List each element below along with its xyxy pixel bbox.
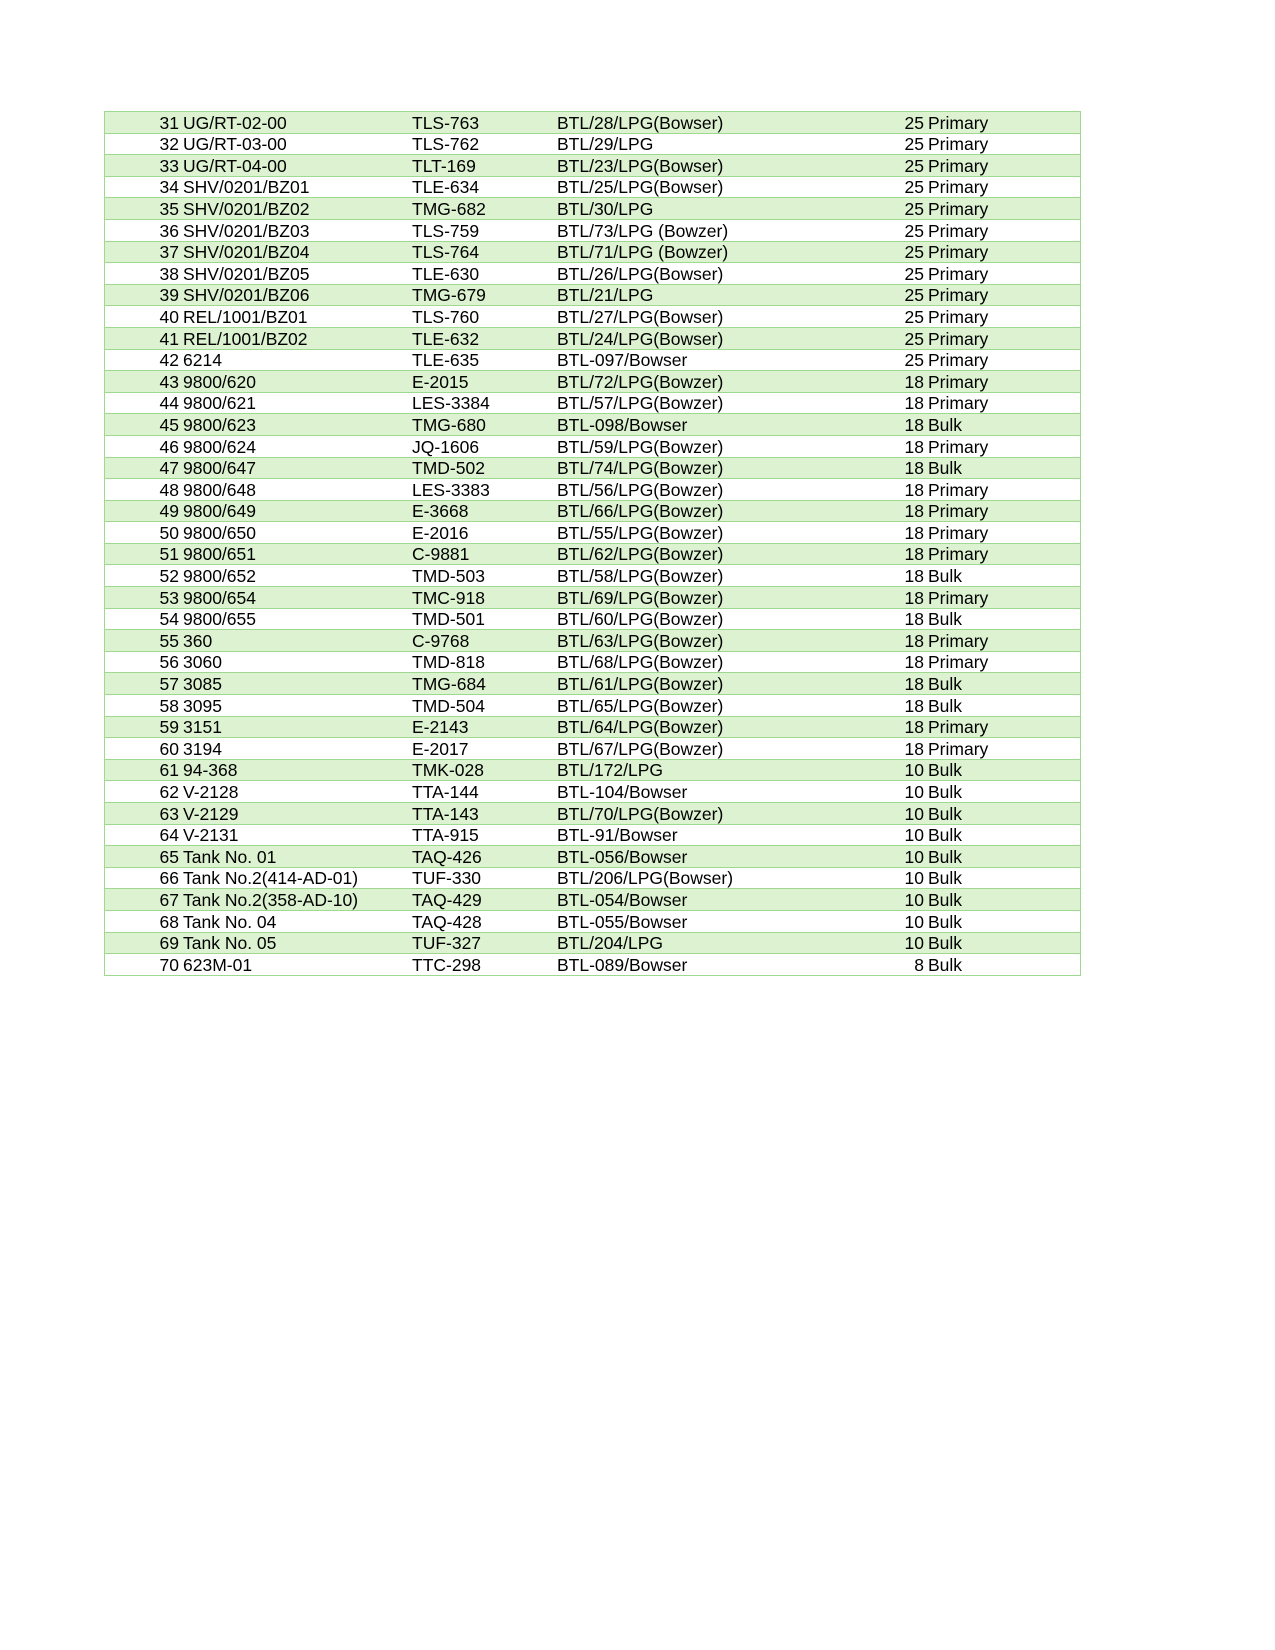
- cell-type: Primary: [928, 630, 1081, 652]
- cell-tank-id: 9800/650: [183, 522, 412, 544]
- cell-registration: TTC-298: [412, 954, 557, 976]
- cell-type: Bulk: [928, 781, 1081, 803]
- cell-tank-id: 9800/648: [183, 479, 412, 501]
- table-row: [105, 133, 1081, 155]
- cell-registration: TMG-684: [412, 673, 557, 695]
- cell-capacity: 10: [882, 932, 928, 954]
- cell-type: Primary: [928, 327, 1081, 349]
- cell-registration: TUF-327: [412, 932, 557, 954]
- cell-row-number: 32: [105, 133, 184, 155]
- table-row: [105, 543, 1081, 565]
- cell-tank-id: 9800/651: [183, 543, 412, 565]
- cell-type: Primary: [928, 716, 1081, 738]
- cell-btl-number: BTL/21/LPG: [557, 284, 882, 306]
- cell-type: Bulk: [928, 889, 1081, 911]
- cell-row-number: 60: [105, 738, 184, 760]
- cell-row-number: 54: [105, 608, 184, 630]
- cell-registration: JQ-1606: [412, 435, 557, 457]
- table-row: [105, 112, 1081, 134]
- cell-capacity: 10: [882, 846, 928, 868]
- cell-btl-number: BTL-098/Bowser: [557, 414, 882, 436]
- cell-btl-number: BTL/24/LPG(Bowser): [557, 327, 882, 349]
- cell-capacity: 25: [882, 241, 928, 263]
- cell-tank-id: Tank No.2(414-AD-01): [183, 867, 412, 889]
- cell-type: Primary: [928, 587, 1081, 609]
- cell-registration: TLS-759: [412, 219, 557, 241]
- table-row: [105, 824, 1081, 846]
- cell-tank-id: Tank No. 05: [183, 932, 412, 954]
- cell-type: Bulk: [928, 695, 1081, 717]
- cell-registration: TAQ-428: [412, 910, 557, 932]
- cell-type: Primary: [928, 176, 1081, 198]
- cell-tank-id: Tank No.2(358-AD-10): [183, 889, 412, 911]
- cell-type: Primary: [928, 112, 1081, 134]
- cell-tank-id: SHV/0201/BZ06: [183, 284, 412, 306]
- table-row: [105, 263, 1081, 285]
- cell-capacity: 10: [882, 759, 928, 781]
- cell-registration: TLS-764: [412, 241, 557, 263]
- cell-type: Primary: [928, 263, 1081, 285]
- cell-type: Primary: [928, 306, 1081, 328]
- cell-registration: TLS-762: [412, 133, 557, 155]
- cell-row-number: 55: [105, 630, 184, 652]
- cell-row-number: 68: [105, 910, 184, 932]
- cell-btl-number: BTL/56/LPG(Bowzer): [557, 479, 882, 501]
- cell-registration: E-2143: [412, 716, 557, 738]
- cell-type: Bulk: [928, 673, 1081, 695]
- cell-registration: TLE-632: [412, 327, 557, 349]
- cell-row-number: 43: [105, 371, 184, 393]
- cell-row-number: 67: [105, 889, 184, 911]
- cell-capacity: 18: [882, 543, 928, 565]
- cell-row-number: 35: [105, 198, 184, 220]
- cell-row-number: 70: [105, 954, 184, 976]
- cell-capacity: 25: [882, 155, 928, 177]
- cell-tank-id: 94-368: [183, 759, 412, 781]
- cell-btl-number: BTL/69/LPG(Bowzer): [557, 587, 882, 609]
- cell-tank-id: 623M-01: [183, 954, 412, 976]
- cell-tank-id: 360: [183, 630, 412, 652]
- cell-capacity: 18: [882, 565, 928, 587]
- cell-registration: TAQ-429: [412, 889, 557, 911]
- cell-tank-id: 9800/620: [183, 371, 412, 393]
- table-row: [105, 155, 1081, 177]
- cell-type: Primary: [928, 284, 1081, 306]
- cell-btl-number: BTL/70/LPG(Bowzer): [557, 803, 882, 825]
- table-row: [105, 695, 1081, 717]
- cell-row-number: 36: [105, 219, 184, 241]
- table-row: [105, 457, 1081, 479]
- cell-row-number: 45: [105, 414, 184, 436]
- cell-capacity: 18: [882, 500, 928, 522]
- cell-btl-number: BTL/55/LPG(Bowzer): [557, 522, 882, 544]
- cell-row-number: 42: [105, 349, 184, 371]
- table-row: [105, 716, 1081, 738]
- cell-capacity: 25: [882, 327, 928, 349]
- cell-tank-id: UG/RT-02-00: [183, 112, 412, 134]
- cell-type: Primary: [928, 522, 1081, 544]
- cell-type: Bulk: [928, 867, 1081, 889]
- cell-tank-id: UG/RT-03-00: [183, 133, 412, 155]
- cell-btl-number: BTL/172/LPG: [557, 759, 882, 781]
- table-row: [105, 479, 1081, 501]
- table-row: [105, 522, 1081, 544]
- cell-btl-number: BTL/30/LPG: [557, 198, 882, 220]
- table-row: [105, 651, 1081, 673]
- cell-row-number: 39: [105, 284, 184, 306]
- cell-btl-number: BTL-055/Bowser: [557, 910, 882, 932]
- cell-tank-id: SHV/0201/BZ01: [183, 176, 412, 198]
- cell-type: Primary: [928, 155, 1081, 177]
- cell-row-number: 48: [105, 479, 184, 501]
- cell-type: Bulk: [928, 565, 1081, 587]
- cell-tank-id: SHV/0201/BZ03: [183, 219, 412, 241]
- cell-capacity: 18: [882, 522, 928, 544]
- cell-btl-number: BTL/65/LPG(Bowzer): [557, 695, 882, 717]
- cell-registration: C-9881: [412, 543, 557, 565]
- table-row: [105, 608, 1081, 630]
- cell-registration: TTA-915: [412, 824, 557, 846]
- cell-type: Primary: [928, 371, 1081, 393]
- cell-tank-id: 9800/654: [183, 587, 412, 609]
- table-row: [105, 414, 1081, 436]
- table-row: [105, 759, 1081, 781]
- cell-capacity: 18: [882, 630, 928, 652]
- cell-capacity: 18: [882, 673, 928, 695]
- cell-btl-number: BTL/29/LPG: [557, 133, 882, 155]
- cell-registration: TMD-501: [412, 608, 557, 630]
- cell-row-number: 63: [105, 803, 184, 825]
- cell-tank-id: 6214: [183, 349, 412, 371]
- cell-row-number: 49: [105, 500, 184, 522]
- cell-capacity: 25: [882, 306, 928, 328]
- cell-registration: TMC-918: [412, 587, 557, 609]
- cell-btl-number: BTL-056/Bowser: [557, 846, 882, 868]
- cell-registration: TMD-502: [412, 457, 557, 479]
- cell-registration: TLS-763: [412, 112, 557, 134]
- cell-registration: TMD-504: [412, 695, 557, 717]
- cell-capacity: 25: [882, 112, 928, 134]
- cell-tank-id: 9800/647: [183, 457, 412, 479]
- cell-tank-id: SHV/0201/BZ05: [183, 263, 412, 285]
- cell-tank-id: 9800/621: [183, 392, 412, 414]
- cell-row-number: 50: [105, 522, 184, 544]
- cell-row-number: 52: [105, 565, 184, 587]
- cell-registration: TMG-680: [412, 414, 557, 436]
- cell-btl-number: BTL-91/Bowser: [557, 824, 882, 846]
- cell-type: Bulk: [928, 803, 1081, 825]
- cell-type: Primary: [928, 219, 1081, 241]
- cell-tank-id: 3060: [183, 651, 412, 673]
- cell-registration: TUF-330: [412, 867, 557, 889]
- cell-type: Primary: [928, 479, 1081, 501]
- cell-row-number: 47: [105, 457, 184, 479]
- cell-btl-number: BTL/23/LPG(Bowser): [557, 155, 882, 177]
- table-row: [105, 910, 1081, 932]
- cell-capacity: 18: [882, 435, 928, 457]
- cell-capacity: 10: [882, 867, 928, 889]
- cell-tank-id: V-2128: [183, 781, 412, 803]
- cell-type: Primary: [928, 241, 1081, 263]
- cell-capacity: 25: [882, 349, 928, 371]
- cell-tank-id: 3194: [183, 738, 412, 760]
- cell-btl-number: BTL-097/Bowser: [557, 349, 882, 371]
- cell-registration: TLT-169: [412, 155, 557, 177]
- cell-registration: TMG-679: [412, 284, 557, 306]
- cell-capacity: 18: [882, 392, 928, 414]
- cell-btl-number: BTL/27/LPG(Bowser): [557, 306, 882, 328]
- cell-row-number: 69: [105, 932, 184, 954]
- cell-capacity: 18: [882, 457, 928, 479]
- table-row: [105, 500, 1081, 522]
- cell-registration: TLE-630: [412, 263, 557, 285]
- cell-tank-id: Tank No. 04: [183, 910, 412, 932]
- cell-type: Primary: [928, 349, 1081, 371]
- cell-registration: C-9768: [412, 630, 557, 652]
- cell-btl-number: BTL/25/LPG(Bowser): [557, 176, 882, 198]
- cell-registration: TMD-503: [412, 565, 557, 587]
- cell-type: Bulk: [928, 954, 1081, 976]
- table-row: [105, 435, 1081, 457]
- cell-type: Bulk: [928, 608, 1081, 630]
- cell-tank-id: 9800/624: [183, 435, 412, 457]
- cell-type: Primary: [928, 738, 1081, 760]
- cell-capacity: 10: [882, 803, 928, 825]
- cell-type: Primary: [928, 133, 1081, 155]
- cell-btl-number: BTL-089/Bowser: [557, 954, 882, 976]
- cell-registration: E-2017: [412, 738, 557, 760]
- table-row: [105, 241, 1081, 263]
- cell-capacity: 8: [882, 954, 928, 976]
- cell-registration: TMD-818: [412, 651, 557, 673]
- cell-type: Primary: [928, 435, 1081, 457]
- cell-type: Primary: [928, 392, 1081, 414]
- table-row: [105, 846, 1081, 868]
- cell-type: Bulk: [928, 759, 1081, 781]
- cell-tank-id: 9800/652: [183, 565, 412, 587]
- cell-tank-id: V-2131: [183, 824, 412, 846]
- cell-row-number: 37: [105, 241, 184, 263]
- table-row: [105, 867, 1081, 889]
- cell-row-number: 61: [105, 759, 184, 781]
- table-row: [105, 219, 1081, 241]
- cell-btl-number: BTL/67/LPG(Bowzer): [557, 738, 882, 760]
- cell-row-number: 66: [105, 867, 184, 889]
- bowser-register-table: [104, 111, 1081, 976]
- cell-btl-number: BTL-054/Bowser: [557, 889, 882, 911]
- cell-row-number: 53: [105, 587, 184, 609]
- cell-type: Primary: [928, 543, 1081, 565]
- cell-registration: TTA-143: [412, 803, 557, 825]
- cell-registration: LES-3384: [412, 392, 557, 414]
- cell-row-number: 33: [105, 155, 184, 177]
- cell-row-number: 62: [105, 781, 184, 803]
- table-row: [105, 587, 1081, 609]
- cell-tank-id: UG/RT-04-00: [183, 155, 412, 177]
- cell-capacity: 25: [882, 133, 928, 155]
- cell-capacity: 10: [882, 910, 928, 932]
- cell-capacity: 18: [882, 738, 928, 760]
- table-row: [105, 954, 1081, 976]
- cell-capacity: 25: [882, 198, 928, 220]
- cell-capacity: 18: [882, 371, 928, 393]
- cell-btl-number: BTL/66/LPG(Bowzer): [557, 500, 882, 522]
- cell-tank-id: REL/1001/BZ01: [183, 306, 412, 328]
- cell-row-number: 41: [105, 327, 184, 349]
- cell-type: Bulk: [928, 457, 1081, 479]
- table-row: [105, 284, 1081, 306]
- cell-capacity: 25: [882, 263, 928, 285]
- cell-registration: E-2016: [412, 522, 557, 544]
- cell-tank-id: 3151: [183, 716, 412, 738]
- cell-tank-id: 9800/655: [183, 608, 412, 630]
- cell-row-number: 38: [105, 263, 184, 285]
- cell-type: Bulk: [928, 414, 1081, 436]
- cell-tank-id: 3085: [183, 673, 412, 695]
- table-row: [105, 673, 1081, 695]
- table-row: [105, 176, 1081, 198]
- cell-capacity: 18: [882, 414, 928, 436]
- cell-row-number: 34: [105, 176, 184, 198]
- cell-row-number: 64: [105, 824, 184, 846]
- cell-btl-number: BTL/28/LPG(Bowser): [557, 112, 882, 134]
- table-row: [105, 327, 1081, 349]
- cell-capacity: 18: [882, 479, 928, 501]
- table-row: [105, 630, 1081, 652]
- cell-registration: E-3668: [412, 500, 557, 522]
- cell-btl-number: BTL/58/LPG(Bowzer): [557, 565, 882, 587]
- cell-tank-id: 3095: [183, 695, 412, 717]
- cell-row-number: 51: [105, 543, 184, 565]
- cell-row-number: 59: [105, 716, 184, 738]
- table-row: [105, 889, 1081, 911]
- table-row: [105, 371, 1081, 393]
- cell-row-number: 31: [105, 112, 184, 134]
- cell-type: Bulk: [928, 824, 1081, 846]
- cell-row-number: 44: [105, 392, 184, 414]
- cell-btl-number: BTL/71/LPG (Bowzer): [557, 241, 882, 263]
- cell-btl-number: BTL/72/LPG(Bowzer): [557, 371, 882, 393]
- table-body: [105, 112, 1081, 976]
- table-row: [105, 565, 1081, 587]
- cell-registration: TAQ-426: [412, 846, 557, 868]
- cell-capacity: 25: [882, 176, 928, 198]
- cell-tank-id: V-2129: [183, 803, 412, 825]
- cell-row-number: 58: [105, 695, 184, 717]
- table-row: [105, 738, 1081, 760]
- cell-capacity: 18: [882, 716, 928, 738]
- cell-type: Primary: [928, 198, 1081, 220]
- cell-btl-number: BTL/74/LPG(Bowzer): [557, 457, 882, 479]
- cell-tank-id: 9800/649: [183, 500, 412, 522]
- cell-type: Primary: [928, 651, 1081, 673]
- cell-btl-number: BTL/26/LPG(Bowser): [557, 263, 882, 285]
- cell-capacity: 18: [882, 695, 928, 717]
- table-row: [105, 306, 1081, 328]
- cell-registration: TMK-028: [412, 759, 557, 781]
- cell-capacity: 18: [882, 587, 928, 609]
- cell-type: Bulk: [928, 846, 1081, 868]
- cell-row-number: 57: [105, 673, 184, 695]
- cell-btl-number: BTL/68/LPG(Bowzer): [557, 651, 882, 673]
- cell-tank-id: Tank No. 01: [183, 846, 412, 868]
- cell-row-number: 56: [105, 651, 184, 673]
- cell-btl-number: BTL/62/LPG(Bowzer): [557, 543, 882, 565]
- cell-capacity: 10: [882, 781, 928, 803]
- cell-btl-number: BTL/60/LPG(Bowzer): [557, 608, 882, 630]
- cell-registration: TMG-682: [412, 198, 557, 220]
- cell-tank-id: 9800/623: [183, 414, 412, 436]
- cell-registration: TLS-760: [412, 306, 557, 328]
- cell-btl-number: BTL/57/LPG(Bowzer): [557, 392, 882, 414]
- table-row: [105, 803, 1081, 825]
- cell-btl-number: BTL/206/LPG(Bowser): [557, 867, 882, 889]
- cell-capacity: 25: [882, 219, 928, 241]
- cell-btl-number: BTL/61/LPG(Bowzer): [557, 673, 882, 695]
- cell-row-number: 40: [105, 306, 184, 328]
- cell-capacity: 10: [882, 889, 928, 911]
- cell-registration: TLE-635: [412, 349, 557, 371]
- cell-type: Bulk: [928, 932, 1081, 954]
- cell-btl-number: BTL/204/LPG: [557, 932, 882, 954]
- cell-row-number: 65: [105, 846, 184, 868]
- cell-row-number: 46: [105, 435, 184, 457]
- cell-capacity: 10: [882, 824, 928, 846]
- cell-btl-number: BTL/63/LPG(Bowzer): [557, 630, 882, 652]
- cell-btl-number: BTL-104/Bowser: [557, 781, 882, 803]
- cell-capacity: 18: [882, 608, 928, 630]
- cell-tank-id: SHV/0201/BZ04: [183, 241, 412, 263]
- cell-registration: TTA-144: [412, 781, 557, 803]
- cell-registration: LES-3383: [412, 479, 557, 501]
- cell-btl-number: BTL/59/LPG(Bowzer): [557, 435, 882, 457]
- cell-btl-number: BTL/73/LPG (Bowzer): [557, 219, 882, 241]
- table-row: [105, 198, 1081, 220]
- cell-capacity: 18: [882, 651, 928, 673]
- cell-capacity: 25: [882, 284, 928, 306]
- cell-type: Bulk: [928, 910, 1081, 932]
- table-row: [105, 349, 1081, 371]
- cell-tank-id: REL/1001/BZ02: [183, 327, 412, 349]
- cell-tank-id: SHV/0201/BZ02: [183, 198, 412, 220]
- table-row: [105, 932, 1081, 954]
- cell-btl-number: BTL/64/LPG(Bowzer): [557, 716, 882, 738]
- cell-registration: E-2015: [412, 371, 557, 393]
- table-row: [105, 392, 1081, 414]
- cell-type: Primary: [928, 500, 1081, 522]
- table-row: [105, 781, 1081, 803]
- cell-registration: TLE-634: [412, 176, 557, 198]
